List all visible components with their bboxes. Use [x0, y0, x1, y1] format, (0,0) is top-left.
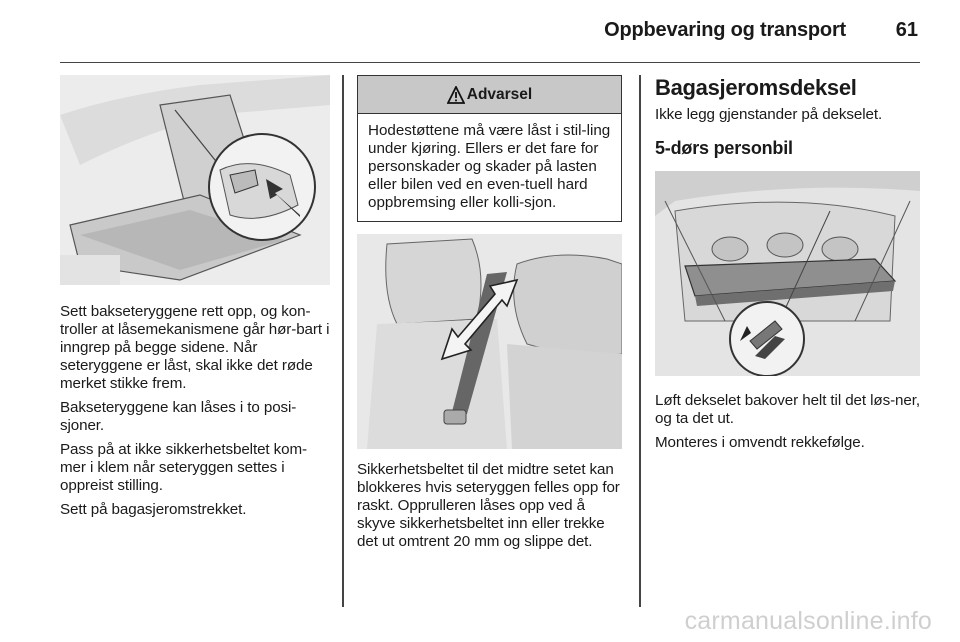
- paragraph: Monteres i omvendt rekkefølge.: [655, 434, 865, 451]
- warning-box: [357, 75, 622, 222]
- column-divider: [639, 75, 641, 607]
- paragraph: Pass på at ikke sikkerhetsbeltet kom-mer i klem når seteryggen settes i oppreist stilling.: [60, 441, 307, 494]
- seatbelt-illustration: [357, 234, 622, 449]
- cargo-cover-drawing: [655, 171, 920, 376]
- seat-lock-illustration: [60, 75, 330, 285]
- warning-title: Advarsel: [466, 85, 533, 103]
- seatbelt-drawing: [357, 234, 622, 449]
- watermark: carmanualsonline.info: [684, 607, 932, 635]
- subsection-title: 5-dørs personbil: [655, 138, 793, 158]
- paragraph: Sikkerhetsbeltet til det midtre setet kan blokkeres hvis seteryggen felles opp for raskt. Opprulleren låses opp ved å skyve sikkerhetsbeltet inn eller trekke det ut omtrent 20 mm og slippe det.: [357, 461, 620, 550]
- cargo-cover-illustration: [655, 171, 920, 376]
- paragraph: Bakseteryggene kan låses i to posi-sjoner.: [60, 399, 297, 434]
- warning-header: [358, 76, 621, 114]
- column-divider: [342, 75, 344, 607]
- seat-lock-drawing: [60, 75, 330, 285]
- warning-text: Hodestøttene må være låst i stil-ling under kjøring. Ellers er det fare for personskader og skader på lasten eller bilen ved en even-tuell hard oppbremsing eller kolli-sjon.: [368, 122, 611, 211]
- intro-text: Ikke legg gjenstander på dekselet.: [655, 106, 883, 123]
- header-title: Oppbevaring og transport: [604, 19, 846, 41]
- warning-triangle-icon: [447, 86, 465, 104]
- column-middle: [357, 75, 622, 557]
- paragraph: Sett på bagasjeromstrekket.: [60, 501, 247, 518]
- page-number: 61: [895, 19, 918, 41]
- section-title: Bagasjeromsdeksel: [655, 75, 857, 100]
- paragraph: Løft dekselet bakover helt til det løs-ner, og ta det ut.: [655, 392, 920, 427]
- page-header: [60, 0, 920, 63]
- column-right: [655, 75, 920, 458]
- column-left: [60, 75, 330, 525]
- paragraph: Sett bakseteryggene rett opp, og kon-troller at låsemekanismene går hør-bart i inngrep på begge sidene. Når seteryggene er låst, skal ikke det røde merket stikke frem.: [60, 303, 330, 392]
